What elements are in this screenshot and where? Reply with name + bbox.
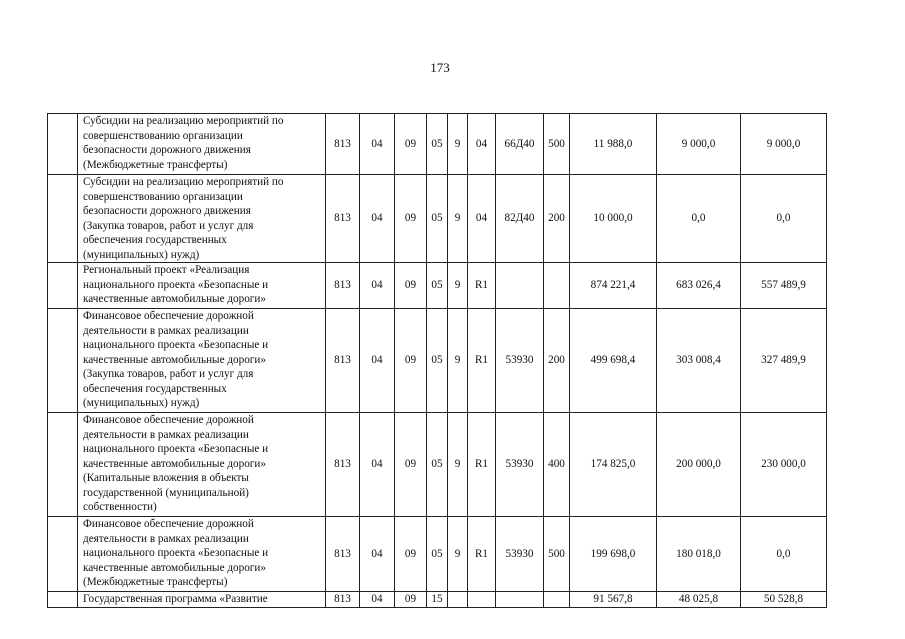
description-cell	[78, 592, 326, 608]
subprogram-code-cell: 9	[448, 263, 468, 309]
project-code-cell: 04	[468, 114, 496, 175]
description-line: качественные автомобильные дороги»	[83, 457, 266, 470]
description-cell	[78, 175, 326, 263]
table-row	[48, 517, 827, 592]
description-line: деятельности в рамках реализации	[83, 324, 249, 337]
row-marker-cell	[48, 592, 78, 608]
description-line: собственности)	[83, 501, 157, 513]
section-code-cell: 04	[360, 114, 395, 175]
table-row	[48, 592, 827, 608]
section-code-cell: 04	[360, 517, 395, 592]
project-code-cell: R1	[468, 413, 496, 517]
section-code-cell: 04	[360, 175, 395, 263]
expense-type-cell: 500	[544, 517, 570, 592]
program-code-cell: 05	[427, 309, 448, 413]
amount-year2-cell: 683 026,4	[657, 263, 741, 309]
subsection-code-cell: 09	[395, 175, 427, 263]
description-cell	[78, 413, 326, 517]
ministry-code-cell: 813	[326, 175, 360, 263]
direction-code-cell	[496, 592, 544, 608]
table-row	[48, 114, 827, 175]
program-code-cell: 05	[427, 517, 448, 592]
table-row	[48, 309, 827, 413]
description-line: (Межбюджетные трансферты)	[83, 158, 228, 171]
project-code-cell: R1	[468, 309, 496, 413]
budget-table	[47, 113, 827, 608]
section-code-cell: 04	[360, 592, 395, 608]
expense-type-cell: 400	[544, 413, 570, 517]
subsection-code-cell: 09	[395, 592, 427, 608]
subprogram-code-cell: 9	[448, 413, 468, 517]
row-marker-cell	[48, 175, 78, 263]
description-line: Финансовое обеспечение дорожной	[83, 310, 254, 322]
expense-type-cell	[544, 592, 570, 608]
program-code-cell: 05	[427, 114, 448, 175]
description-line: Субсидии на реализацию мероприятий по	[83, 115, 284, 127]
subsection-code-cell: 09	[395, 114, 427, 175]
direction-code-cell: 53930	[496, 309, 544, 413]
description-line: качественные автомобильные дороги»	[83, 561, 266, 574]
subprogram-code-cell: 9	[448, 114, 468, 175]
table-row	[48, 263, 827, 309]
description-line: государственной (муниципальной)	[83, 486, 249, 499]
amount-year3-cell: 0,0	[741, 517, 827, 592]
subprogram-code-cell: 9	[448, 175, 468, 263]
amount-year2-cell: 200 000,0	[657, 413, 741, 517]
project-code-cell: R1	[468, 517, 496, 592]
amount-year3-cell: 0,0	[741, 175, 827, 263]
description-line: (Капитальные вложения в объекты	[83, 472, 249, 484]
ministry-code-cell: 813	[326, 309, 360, 413]
description-line: Государственная программа «Развитие	[83, 593, 268, 606]
amount-year1-cell: 499 698,4	[570, 309, 657, 413]
description-line: Субсидии на реализацию мероприятий по	[83, 176, 284, 188]
description-cell	[78, 114, 326, 175]
description-cell	[78, 517, 326, 592]
amount-year2-cell: 303 008,4	[657, 309, 741, 413]
description-line: качественные автомобильные дороги»	[83, 293, 266, 305]
row-marker-cell	[48, 413, 78, 517]
amount-year3-cell: 9 000,0	[741, 114, 827, 175]
description-cell	[78, 263, 326, 309]
direction-code-cell: 53930	[496, 517, 544, 592]
description-line: национального проекта «Безопасные и	[83, 443, 269, 455]
program-code-cell: 05	[427, 175, 448, 263]
project-code-cell: 04	[468, 175, 496, 263]
expense-type-cell: 200	[544, 309, 570, 413]
subprogram-code-cell: 9	[448, 517, 468, 592]
amount-year2-cell: 0,0	[657, 175, 741, 263]
ministry-code-cell: 813	[326, 517, 360, 592]
amount-year2-cell: 180 018,0	[657, 517, 741, 592]
subprogram-code-cell	[448, 592, 468, 608]
description-line: национального проекта «Безопасные и	[83, 278, 269, 291]
description-line: национального проекта «Безопасные и	[83, 339, 269, 351]
expense-type-cell	[544, 263, 570, 309]
ministry-code-cell: 813	[326, 413, 360, 517]
amount-year1-cell: 874 221,4	[570, 263, 657, 309]
page-number: 173	[430, 60, 450, 75]
subsection-code-cell: 09	[395, 263, 427, 309]
amount-year2-cell: 9 000,0	[657, 114, 741, 175]
description-line: Финансовое обеспечение дорожной	[83, 414, 254, 426]
expense-type-cell: 200	[544, 175, 570, 263]
amount-year1-cell: 91 567,8	[570, 592, 657, 608]
description-line: безопасности дорожного движения	[83, 205, 251, 217]
subsection-code-cell: 09	[395, 413, 427, 517]
amount-year1-cell: 10 000,0	[570, 175, 657, 263]
amount-year3-cell: 50 528,8	[741, 592, 827, 608]
table-row	[48, 413, 827, 517]
amount-year3-cell: 230 000,0	[741, 413, 827, 517]
subsection-code-cell: 09	[395, 309, 427, 413]
ministry-code-cell: 813	[326, 263, 360, 309]
row-marker-cell	[48, 114, 78, 175]
description-line: деятельности в рамках реализации	[83, 532, 249, 545]
table-row	[48, 175, 827, 263]
expense-type-cell: 500	[544, 114, 570, 175]
description-line: Финансовое обеспечение дорожной	[83, 518, 254, 530]
description-line: (Закупка товаров, работ и услуг для	[83, 368, 254, 380]
direction-code-cell: 53930	[496, 413, 544, 517]
direction-code-cell: 82Д40	[496, 175, 544, 263]
amount-year1-cell: 174 825,0	[570, 413, 657, 517]
project-code-cell: R1	[468, 263, 496, 309]
description-cell	[78, 309, 326, 413]
row-marker-cell	[48, 309, 78, 413]
ministry-code-cell: 813	[326, 114, 360, 175]
section-code-cell: 04	[360, 263, 395, 309]
amount-year1-cell: 199 698,0	[570, 517, 657, 592]
ministry-code-cell: 813	[326, 592, 360, 608]
description-line: обеспечения государственных	[83, 234, 227, 246]
direction-code-cell	[496, 263, 544, 309]
amount-year2-cell: 48 025,8	[657, 592, 741, 608]
section-code-cell: 04	[360, 309, 395, 413]
description-line: качественные автомобильные дороги»	[83, 353, 266, 366]
amount-year3-cell: 557 489,9	[741, 263, 827, 309]
subprogram-code-cell: 9	[448, 309, 468, 413]
row-marker-cell	[48, 263, 78, 309]
description-line: (Закупка товаров, работ и услуг для	[83, 219, 254, 232]
program-code-cell: 05	[427, 413, 448, 517]
description-line: (муниципальных) нужд)	[83, 397, 200, 409]
subsection-code-cell: 09	[395, 517, 427, 592]
description-line: национального проекта «Безопасные и	[83, 547, 269, 559]
description-line: деятельности в рамках реализации	[83, 428, 249, 441]
description-line: (Межбюджетные трансферты)	[83, 576, 228, 588]
section-code-cell: 04	[360, 413, 395, 517]
description-line: совершенствованию организации	[83, 129, 243, 142]
description-line: безопасности дорожного движения	[83, 144, 251, 156]
amount-year3-cell: 327 489,9	[741, 309, 827, 413]
program-code-cell: 15	[427, 592, 448, 608]
description-line: обеспечения государственных	[83, 382, 227, 395]
row-marker-cell	[48, 517, 78, 592]
description-line: совершенствованию организации	[83, 190, 243, 203]
direction-code-cell: 66Д40	[496, 114, 544, 175]
description-line: (муниципальных) нужд)	[83, 248, 200, 261]
description-line: Региональный проект «Реализация	[83, 264, 250, 276]
program-code-cell: 05	[427, 263, 448, 309]
amount-year1-cell: 11 988,0	[570, 114, 657, 175]
project-code-cell	[468, 592, 496, 608]
